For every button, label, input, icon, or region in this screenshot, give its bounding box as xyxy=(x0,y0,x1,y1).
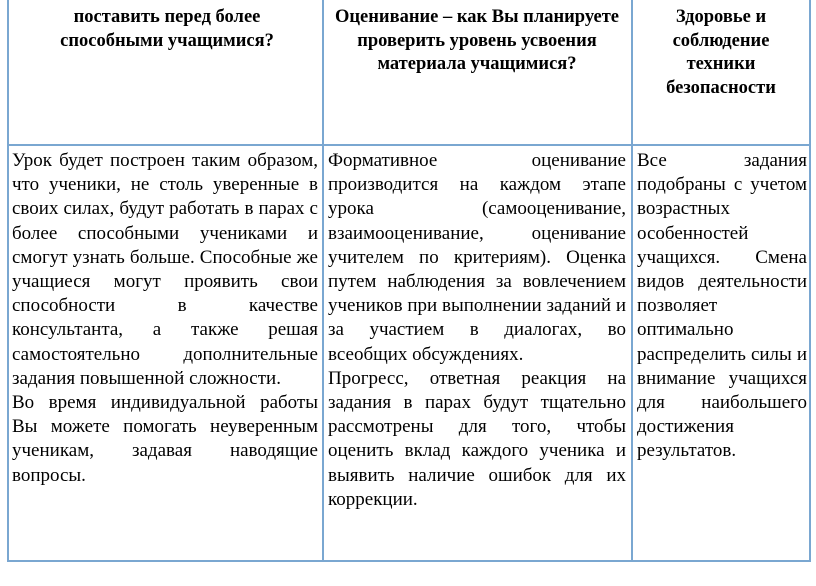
header-cell-differentiation xyxy=(17,6,317,136)
body-cell-differentiation xyxy=(12,149,318,488)
differentiation-paragraph: Во время индивидуальной работы Вы можете помогать неуверенным ученикам, задавая наводящие вопросы. xyxy=(12,392,318,486)
header-assessment-text: Оценивание – как Вы планируете проверить уровень усвоения материала учащимися? xyxy=(335,7,620,74)
safety-paragraph: Все задания подобраны с учетом возрастных особенностей учащихся. Смена видов деятельности позволяет оптимально распределить силы и внимание учащихся для наибольшего достижения результатов. xyxy=(637,150,807,462)
header-cell-assessment xyxy=(327,6,627,136)
lesson-plan-table xyxy=(7,0,811,562)
row-divider xyxy=(9,144,809,146)
assessment-paragraph: Формативное оценивание производится на каждом этапе урока (самооценивание, взаимооценивание, оценивание учителем по критериям). Оценка путем наблюдения за вовлечением учеников при выполнении заданий и за участием в диалогах, во всеобщих обсуждениях. xyxy=(328,150,626,365)
assessment-paragraph: Прогресс, ответная реакция на задания в парах будут тщательно рассмотрены для того, чтобы оценить вклад каждого ученика и выявить наличие ошибок для их коррекции. xyxy=(328,367,626,510)
header-differentiation-text: поставить перед более способными учащимися? xyxy=(60,7,274,51)
body-cell-assessment xyxy=(328,149,626,512)
column-divider xyxy=(631,0,633,560)
header-cell-safety xyxy=(635,6,807,136)
header-safety-text: Здоровье и соблюдение техники безопасности xyxy=(666,7,776,98)
column-divider xyxy=(322,0,324,560)
body-cell-safety xyxy=(637,149,807,464)
differentiation-paragraph: Урок будет построен таким образом, что ученики, не столь уверенные в своих силах, будут работать в парах с более способными учениками и смогут узнать больше. Способные же учащиеся могут проявить свои способности в качестве консультанта, а также решая самостоятельно дополнительные задания повышенной сложности. xyxy=(12,150,318,389)
